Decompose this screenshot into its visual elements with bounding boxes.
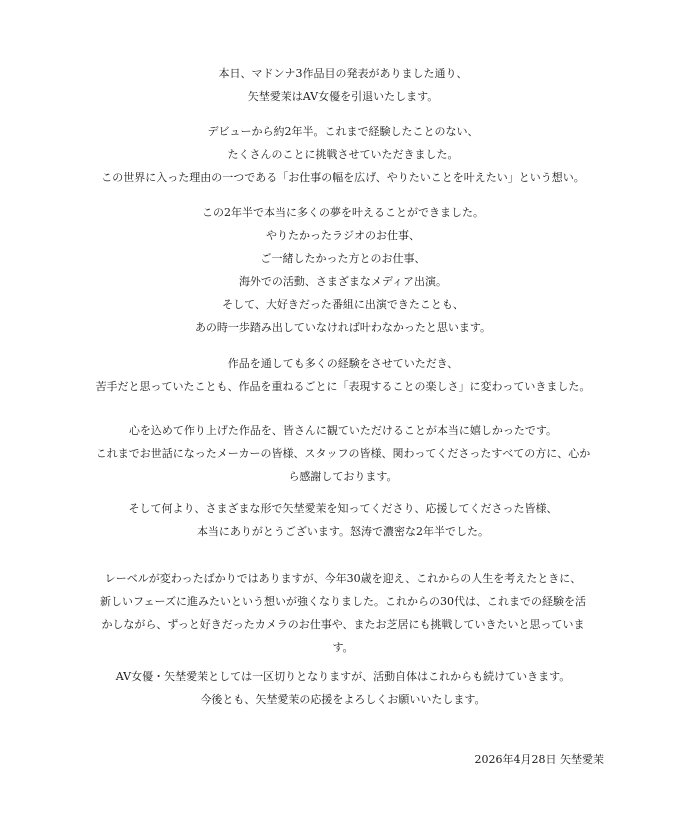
text-line: やりたかったラジオのお仕事、 bbox=[266, 229, 420, 242]
text-line: す。 bbox=[332, 641, 354, 654]
text-line: 本当にありがとうございます。怒涛で濃密な2年半でした。 bbox=[196, 525, 490, 538]
date-signature: 2026年4月28日 矢埜愛茉 bbox=[474, 753, 604, 766]
paragraph-work-experience bbox=[56, 352, 630, 398]
text-line: 苦手だと思っていたことも、作品を重ねるごとに「表現することの楽しさ」に変わっていきました。 bbox=[95, 380, 591, 393]
paragraph-future-plans bbox=[56, 567, 630, 659]
text-line: かしながら、ずっと好きだったカメラのお仕事や、またお芝居にも挑戦していきたいと思っていま bbox=[101, 618, 585, 631]
text-line: レーベルが変わったばかりではありますが、今年30歳を迎え、これからの人生を考えたときに、 bbox=[104, 572, 582, 585]
text-line: そして何より、さまざまな形で矢埜愛茉を知ってくださり、応援してくださった皆様、 bbox=[128, 502, 558, 515]
paragraph-debut-reflection bbox=[56, 120, 630, 189]
text-line: この2年半で本当に多くの夢を叶えることができました。 bbox=[202, 206, 484, 219]
paragraph-gratitude-fans bbox=[56, 497, 630, 543]
text-line: デビューから約2年半。これまで経験したことのない、 bbox=[207, 125, 479, 138]
text-line: ら感謝しております。 bbox=[288, 470, 398, 483]
text-line: そして、大好きだった番組に出演できたことも、 bbox=[222, 298, 464, 311]
paragraph-dreams-achieved bbox=[56, 201, 630, 339]
paragraph-gratitude-staff bbox=[56, 419, 630, 488]
text-line: 作品を通しても多くの経験をさせていただき、 bbox=[227, 357, 459, 370]
text-line: ご一緒したかった方とのお仕事、 bbox=[260, 252, 426, 265]
text-line: あの時一歩踏み出していなければ叶わなかったと思います。 bbox=[194, 321, 492, 334]
paragraph-retirement-notice bbox=[56, 62, 630, 108]
text-line: 心を込めて作り上げた作品を、皆さんに観ていただけることが本当に嬉しかったです。 bbox=[128, 424, 558, 437]
paragraph-closing bbox=[56, 665, 630, 711]
text-line: 新しいフェーズに進みたいという想いが強くなりました。これからの30代は、これまでの経験を活 bbox=[100, 595, 586, 608]
text-line: たくさんのことに挑戦させていただきました。 bbox=[227, 148, 459, 161]
text-line: 矢埜愛茉はAV女優を引退いたします。 bbox=[247, 90, 439, 103]
text-line: 海外での活動、さまざまなメディア出演。 bbox=[238, 275, 448, 288]
text-line: この世界に入った理由の一つである「お仕事の幅を広げ、やりたいことを叶えたい」という想い。 bbox=[101, 171, 585, 184]
text-line: AV女優・矢埜愛茉としては一区切りとなりますが、活動自体はこれからも続けていきます。 bbox=[115, 670, 571, 683]
text-line: 今後とも、矢埜愛茉の応援をよろしくお願いいたします。 bbox=[200, 693, 486, 706]
text-line: 本日、マドンナ3作品目の発表がありました通り、 bbox=[218, 67, 468, 80]
text-line: これまでお世話になったメーカーの皆様、スタッフの皆様、関わってくださったすべての方に、心か bbox=[95, 447, 591, 460]
